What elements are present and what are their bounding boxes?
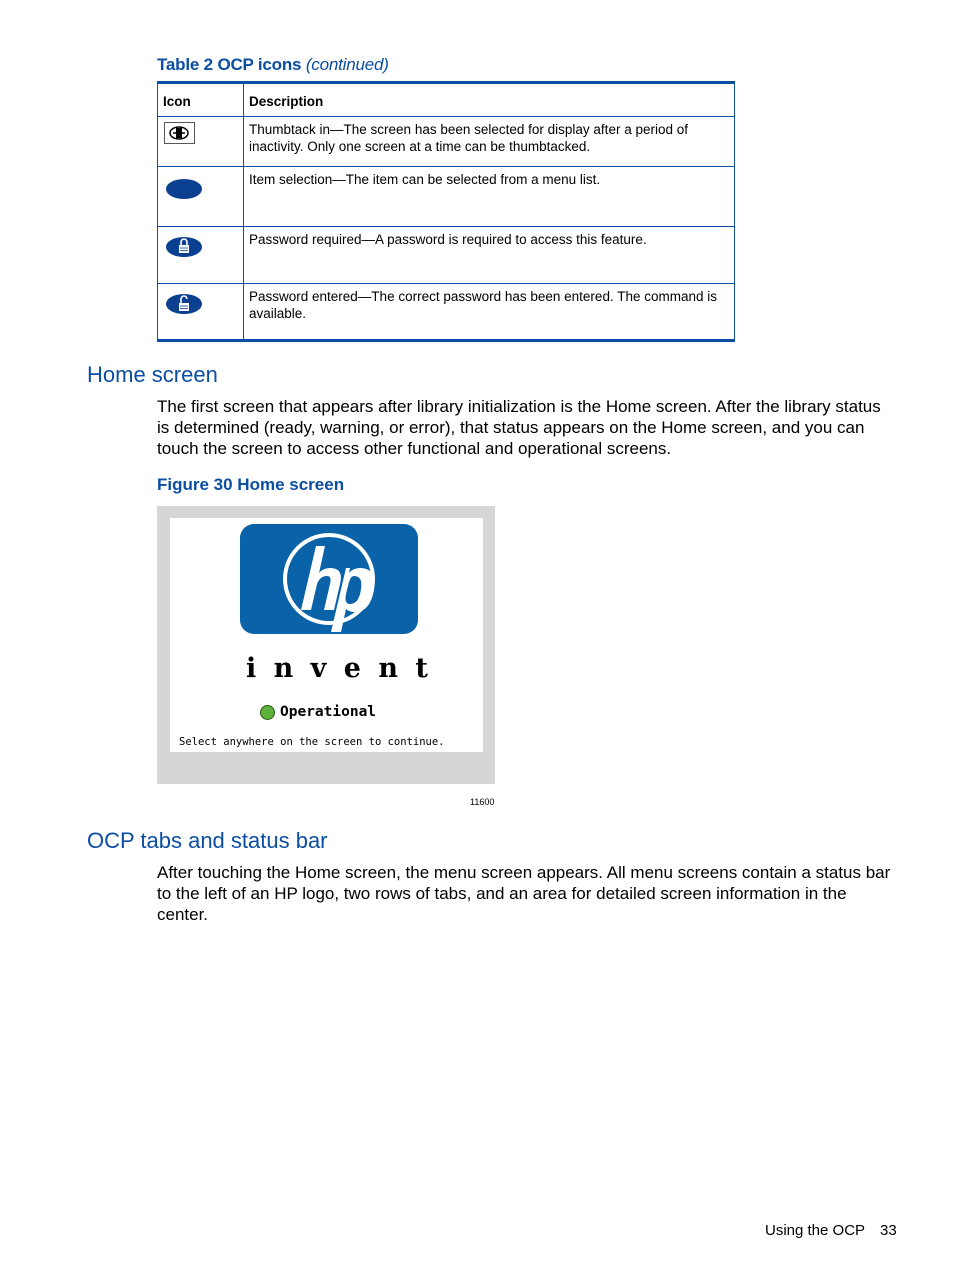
home-screen-display[interactable] bbox=[170, 518, 483, 752]
table-row bbox=[158, 117, 735, 167]
icon-cell bbox=[158, 117, 244, 167]
table-row bbox=[158, 284, 735, 341]
ocp-tabs-paragraph: After touching the Home screen, the menu screen appears. All menu screens contain a status bar to the left of an HP logo, two rows of tabs, and an area for detailed screen information in the center. bbox=[157, 863, 891, 924]
home-screen-heading: Home screen bbox=[87, 362, 218, 387]
status-text: Operational bbox=[280, 704, 377, 720]
icon-cell bbox=[158, 284, 244, 341]
row-description: Password required—A password is required to access this feature. bbox=[244, 227, 735, 284]
figure-caption: Figure 30 Home screen bbox=[157, 475, 345, 494]
figure-id: 11600 bbox=[470, 797, 495, 807]
status-dot-icon bbox=[260, 705, 275, 720]
table-row bbox=[158, 227, 735, 284]
row-description: Item selection—The item can be selected from a menu list. bbox=[244, 167, 735, 227]
icon-cell bbox=[158, 167, 244, 227]
icon-cell bbox=[158, 227, 244, 284]
row-description: Thumbtack in—The screen has been selected for display after a period of inactivity. Only one screen at a time can be thumbtacked. bbox=[244, 117, 735, 167]
ocp-icons-table bbox=[157, 81, 735, 342]
unlocked-padlock-icon bbox=[164, 291, 204, 317]
table-header-row bbox=[158, 83, 735, 117]
home-screen-paragraph: The first screen that appears after library initialization is the Home screen. After the library status is determined (ready, warning, or error), that status appears on the Home screen, and you can touch the screen to access other functional and operational screens. bbox=[157, 397, 881, 458]
table-caption-continued: (continued) bbox=[305, 55, 389, 74]
footer-section: Using the OCP bbox=[765, 1222, 866, 1239]
thumbtack-icon bbox=[164, 122, 196, 148]
ocp-tabs-heading: OCP tabs and status bar bbox=[87, 828, 328, 853]
table-caption bbox=[157, 55, 389, 75]
row-description: Password entered—The correct password has been entered. The command is available. bbox=[244, 284, 735, 341]
header-icon: Icon bbox=[158, 83, 244, 117]
continue-prompt: Select anywhere on the screen to continue. bbox=[179, 736, 445, 748]
table-caption-label: Table 2 OCP icons bbox=[157, 55, 302, 74]
locked-padlock-icon bbox=[164, 234, 204, 260]
page-number: 33 bbox=[880, 1222, 897, 1239]
header-description: Description bbox=[244, 83, 735, 117]
invent-tagline: i n v e n t bbox=[246, 653, 432, 684]
status-indicator bbox=[260, 704, 376, 720]
item-selection-icon bbox=[164, 176, 204, 202]
table-row bbox=[158, 167, 735, 227]
